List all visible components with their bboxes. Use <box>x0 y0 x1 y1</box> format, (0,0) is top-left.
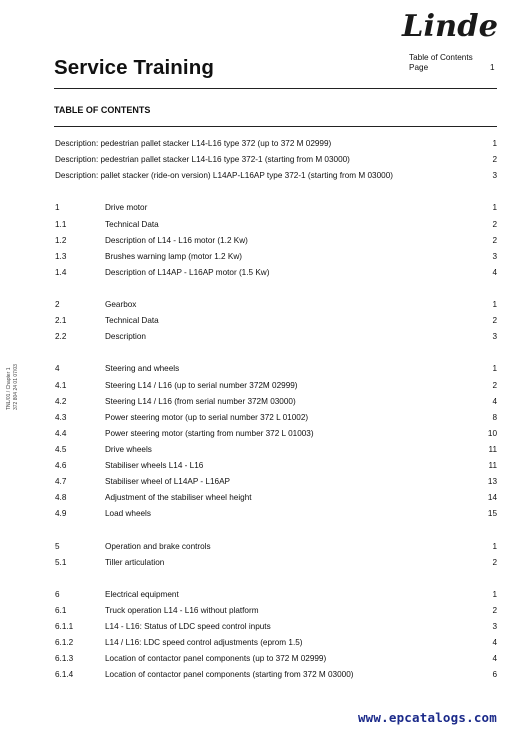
header-divider <box>54 88 497 89</box>
toc-entry-title: Description: pedestrian pallet stacker L14-L16 type 372 (up to 372 M 02999) <box>55 139 332 148</box>
toc-entry-title: L14 / L16: LDC speed control adjustments (eprom 1.5) <box>105 638 303 648</box>
toc-entry-page: 1 <box>492 589 497 599</box>
toc-entry-title: Technical Data <box>105 316 159 326</box>
toc-entry <box>0 313 521 329</box>
toc-entry <box>0 635 521 651</box>
toc-entry-title: Load wheels <box>105 509 151 519</box>
toc-entry-number: 4.5 <box>55 444 67 454</box>
toc-entry-title: Brushes warning lamp (motor 1.2 Kw) <box>105 251 242 261</box>
toc-entry-number: 1.1 <box>55 219 67 229</box>
toc-entry-number: 6.1.4 <box>55 670 74 680</box>
toc-entry-number: 6.1.2 <box>55 638 74 648</box>
footer-url-link[interactable]: www.epcatalogs.com <box>357 710 497 725</box>
toc-entry-title: Steering and wheels <box>105 364 180 374</box>
toc-entry-number: 1.2 <box>55 235 67 245</box>
toc-entry-number: 6 <box>55 589 60 599</box>
linde-logo <box>400 8 500 44</box>
toc-entry <box>0 152 521 168</box>
toc-entry-number: 1.4 <box>55 267 67 277</box>
toc-entry-page: 6 <box>492 670 497 680</box>
toc-entry <box>0 394 521 410</box>
toc-entry-number: 1 <box>55 203 60 213</box>
toc-entry <box>0 474 521 490</box>
toc-entry-page: 2 <box>492 605 497 615</box>
toc-entry-page: 10 <box>487 428 497 438</box>
toc-entry-page: 11 <box>488 461 497 470</box>
toc-entry <box>0 249 521 265</box>
toc-entry <box>0 619 521 635</box>
meta-label-toc: Table of Contents <box>409 53 473 62</box>
toc-entry-title: Steering L14 / L16 (up to serial number 372M 02999) <box>105 380 298 390</box>
toc-entry-number: 4 <box>55 364 60 374</box>
toc-entry-number: 4.4 <box>55 428 67 438</box>
toc-entry <box>0 506 521 522</box>
toc-entry <box>0 378 521 394</box>
toc-entry-title: Gearbox <box>105 300 137 309</box>
toc-entry-title: Electrical equipment <box>105 589 179 599</box>
side-reference-line1: TNL/01 / Chapter 1 <box>6 367 12 410</box>
toc-entry-title: Stabiliser wheels L14 - L16 <box>105 461 204 470</box>
meta-page-number: 1 <box>490 63 495 72</box>
toc-entry-page: 15 <box>487 509 497 519</box>
toc-entry-page: 1 <box>492 364 497 374</box>
toc-entry-page: 14 <box>487 493 497 503</box>
toc-entry-title: Steering L14 / L16 (from serial number 372M 03000) <box>105 396 296 406</box>
toc-entry-title: Truck operation L14 - L16 without platform <box>105 605 259 615</box>
toc-heading: TABLE OF CONTENTS <box>54 105 151 115</box>
toc-entry-title: Technical Data <box>105 219 159 229</box>
toc-entry-title: Stabiliser wheel of L14AP - L16AP <box>105 477 231 487</box>
toc-entry-number: 4.7 <box>55 477 67 487</box>
toc-entry-number: 4.6 <box>55 461 67 470</box>
toc-entry <box>0 329 521 345</box>
toc-entry-page: 2 <box>492 235 497 245</box>
toc-entry-page: 4 <box>492 396 497 406</box>
toc-entry-page: 3 <box>492 171 497 181</box>
meta-label-page: Page <box>409 63 429 72</box>
toc-entry-title: Power steering motor (up to serial number 372 L 01002) <box>105 412 309 422</box>
toc-entry-page: 4 <box>492 654 497 664</box>
header-meta <box>409 53 473 73</box>
side-reference-line2: 372 804 24 01 07/03 <box>13 364 19 410</box>
toc-entry <box>0 555 521 571</box>
toc-entry <box>0 458 521 474</box>
toc-entry-number: 4.1 <box>55 380 67 390</box>
toc-entry-page: 1 <box>492 203 497 213</box>
toc-entry-page: 11 <box>488 444 497 454</box>
toc-entry-title: Location of contactor panel components (starting from 372 M 03000) <box>105 670 354 680</box>
toc-entry-title: Power steering motor (starting from number 372 L 01003) <box>105 428 314 438</box>
toc-entry-number: 4.8 <box>55 493 67 503</box>
toc-entry <box>0 539 521 555</box>
toc-entry-page: 8 <box>492 412 497 422</box>
toc-entry-number: 6.1 <box>55 605 67 615</box>
toc-entry-number: 2.1 <box>55 316 67 326</box>
page-title: Service Training <box>54 56 214 79</box>
toc-entry-number: 1.3 <box>55 251 67 261</box>
toc-entry-number: 4.9 <box>55 509 67 519</box>
toc-entry-page: 3 <box>492 332 497 342</box>
toc-entry-page: 3 <box>492 622 497 631</box>
toc-entry-page: 2 <box>492 219 497 229</box>
toc-entry-title: Description <box>105 332 146 342</box>
toc-entry-number: 6.1.3 <box>55 654 74 664</box>
toc-entry <box>0 490 521 506</box>
toc-entry-page: 4 <box>492 638 497 648</box>
toc-entry-title: Operation and brake controls <box>105 541 211 551</box>
svg-text:Linde: Linde <box>400 9 498 44</box>
toc-entry <box>0 587 521 603</box>
toc-entry-page: 2 <box>492 557 497 567</box>
toc-entry-number: 5.1 <box>55 557 67 567</box>
toc-divider <box>54 126 497 127</box>
toc-entry <box>0 217 521 233</box>
toc-entry-number: 5 <box>55 541 60 551</box>
toc-entry-page: 1 <box>492 300 497 309</box>
toc-entry-page: 1 <box>492 139 497 148</box>
toc-entry <box>0 651 521 667</box>
toc-entry-title: Description: pedestrian pallet stacker L14-L16 type 372-1 (starting from M 03000) <box>55 155 350 165</box>
toc-entry-number: 4.2 <box>55 396 67 406</box>
toc-entry-page: 1 <box>492 541 497 551</box>
toc-entry-title: Description of L14 - L16 motor (1.2 Kw) <box>105 235 248 245</box>
side-reference <box>6 330 26 410</box>
toc-entry <box>0 667 521 683</box>
toc-entry-page: 13 <box>487 477 497 487</box>
toc-entry-title: L14 - L16: Status of LDC speed control inputs <box>105 622 271 631</box>
toc-entry-title: Description: pallet stacker (ride-on version) L14AP-L16AP type 372-1 (starting from M 03000) <box>55 171 393 181</box>
toc-entry <box>0 297 521 313</box>
toc-entry-title: Drive wheels <box>105 444 152 454</box>
toc-entry <box>0 426 521 442</box>
toc-entry <box>0 442 521 458</box>
toc-entry <box>0 361 521 377</box>
toc-entry-number: 2 <box>55 300 60 309</box>
toc-entry-title: Description of L14AP - L16AP motor (1.5 Kw) <box>105 267 270 277</box>
toc-entry-page: 2 <box>492 316 497 326</box>
toc-entry-number: 4.3 <box>55 412 67 422</box>
toc-entry-title: Adjustment of the stabiliser wheel height <box>105 493 252 503</box>
toc-entry <box>0 200 521 216</box>
toc-entry-page: 3 <box>492 251 497 261</box>
toc-entry-number: 2.2 <box>55 332 67 342</box>
toc-entry-title: Tiller articulation <box>105 557 165 567</box>
toc-entry-title: Location of contactor panel components (up to 372 M 02999) <box>105 654 327 664</box>
toc-entry <box>0 265 521 281</box>
toc-entry-page: 2 <box>492 380 497 390</box>
toc-entry <box>0 136 521 152</box>
toc-entry <box>0 168 521 184</box>
toc-entry-page: 4 <box>492 267 497 277</box>
toc-entry-title: Drive motor <box>105 203 148 213</box>
toc-entry <box>0 410 521 426</box>
toc-entry-page: 2 <box>492 155 497 165</box>
toc-entry <box>0 603 521 619</box>
toc-entry <box>0 233 521 249</box>
toc-entry-number: 6.1.1 <box>55 622 74 631</box>
